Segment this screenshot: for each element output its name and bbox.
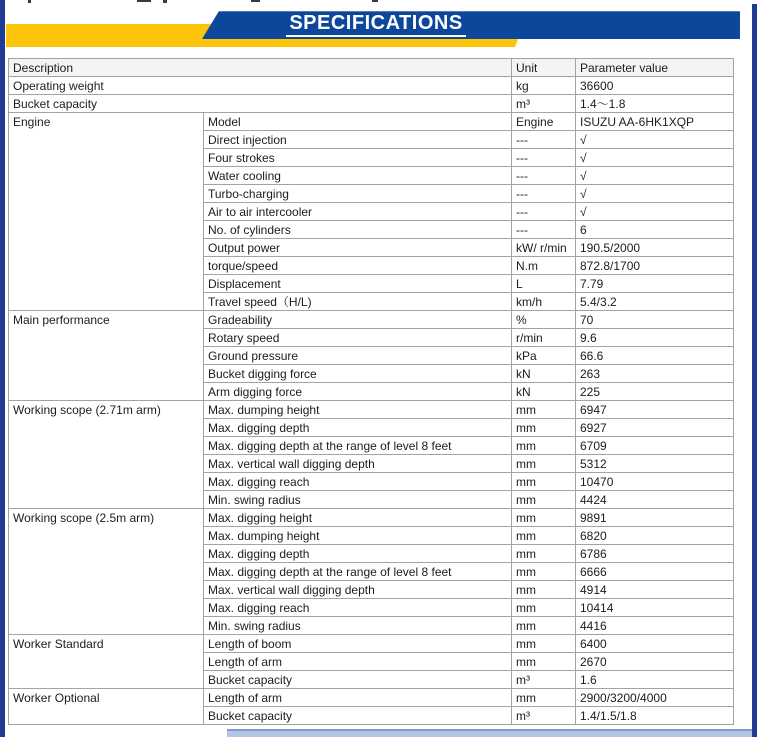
value-cell: 10414 <box>576 599 734 617</box>
unit-cell: --- <box>512 203 576 221</box>
unit-cell: kg <box>512 77 576 95</box>
unit-cell: m³ <box>512 95 576 113</box>
unit-cell: mm <box>512 437 576 455</box>
banner-title <box>0 13 752 33</box>
value-cell: 6820 <box>576 527 734 545</box>
label-cell: Max. digging depth at the range of level 8 feet <box>204 563 512 581</box>
label-cell: Rotary speed <box>204 329 512 347</box>
value-cell: 5.4/3.2 <box>576 293 734 311</box>
group-cell: Worker Optional <box>9 689 204 725</box>
header-description: Description <box>9 59 512 77</box>
description-cell: Bucket capacity <box>9 95 512 113</box>
label-cell: Min. swing radius <box>204 491 512 509</box>
unit-cell: % <box>512 311 576 329</box>
clipped-text-artifact <box>28 0 31 3</box>
label-cell: Max. digging depth at the range of level 8 feet <box>204 437 512 455</box>
label-cell: Max. vertical wall digging depth <box>204 581 512 599</box>
unit-cell: kPa <box>512 347 576 365</box>
clipped-text-artifact <box>163 0 167 3</box>
label-cell: Max. dumping height <box>204 527 512 545</box>
page-border-right <box>752 4 757 737</box>
value-cell: 872.8/1700 <box>576 257 734 275</box>
clipped-text-artifact <box>372 0 378 2</box>
table-row <box>9 311 734 329</box>
unit-cell: mm <box>512 509 576 527</box>
table-header-row <box>9 59 734 77</box>
value-cell: 6709 <box>576 437 734 455</box>
value-cell: 4914 <box>576 581 734 599</box>
unit-cell: N.m <box>512 257 576 275</box>
unit-cell: kW/ r/min <box>512 239 576 257</box>
spec-table-wrap <box>8 58 733 725</box>
unit-cell: L <box>512 275 576 293</box>
value-cell: √ <box>576 131 734 149</box>
value-cell: 5312 <box>576 455 734 473</box>
value-cell: 7.79 <box>576 275 734 293</box>
value-cell: 2670 <box>576 653 734 671</box>
unit-cell: mm <box>512 491 576 509</box>
label-cell: Bucket digging force <box>204 365 512 383</box>
value-cell: 9.6 <box>576 329 734 347</box>
value-cell: 66.6 <box>576 347 734 365</box>
label-cell: Length of arm <box>204 653 512 671</box>
label-cell: Turbo-charging <box>204 185 512 203</box>
unit-cell: mm <box>512 545 576 563</box>
group-cell: Working scope (2.5m arm) <box>9 509 204 635</box>
label-cell: Displacement <box>204 275 512 293</box>
unit-cell: m³ <box>512 671 576 689</box>
table-row <box>9 635 734 653</box>
value-cell: 6786 <box>576 545 734 563</box>
spec-table <box>8 58 734 725</box>
value-cell: 70 <box>576 311 734 329</box>
unit-cell: km/h <box>512 293 576 311</box>
value-cell: 6666 <box>576 563 734 581</box>
group-cell: Worker Standard <box>9 635 204 689</box>
table-row <box>9 77 734 95</box>
description-cell: Operating weight <box>9 77 512 95</box>
unit-cell: mm <box>512 455 576 473</box>
value-cell: 6927 <box>576 419 734 437</box>
value-cell: 36600 <box>576 77 734 95</box>
label-cell: Output power <box>204 239 512 257</box>
unit-cell: mm <box>512 635 576 653</box>
unit-cell: mm <box>512 473 576 491</box>
table-row <box>9 113 734 131</box>
unit-cell: mm <box>512 527 576 545</box>
value-cell: √ <box>576 185 734 203</box>
unit-cell: --- <box>512 167 576 185</box>
page-border-left <box>0 0 5 737</box>
label-cell: Max. digging reach <box>204 599 512 617</box>
value-cell: 1.6 <box>576 671 734 689</box>
value-cell: 6947 <box>576 401 734 419</box>
clipped-text-artifact <box>137 0 151 2</box>
unit-cell: --- <box>512 131 576 149</box>
value-cell: 10470 <box>576 473 734 491</box>
unit-cell: mm <box>512 563 576 581</box>
value-cell: 263 <box>576 365 734 383</box>
value-cell: 2900/3200/4000 <box>576 689 734 707</box>
banner-title-text: SPECIFICATIONS <box>286 12 465 37</box>
label-cell: Direct injection <box>204 131 512 149</box>
label-cell: Length of arm <box>204 689 512 707</box>
label-cell: Bucket capacity <box>204 671 512 689</box>
label-cell: Bucket capacity <box>204 707 512 725</box>
label-cell: Air to air intercooler <box>204 203 512 221</box>
unit-cell: mm <box>512 617 576 635</box>
value-cell: 6400 <box>576 635 734 653</box>
table-row <box>9 95 734 113</box>
label-cell: Water cooling <box>204 167 512 185</box>
value-cell: 1.4～1.8 <box>576 95 734 113</box>
label-cell: Max. vertical wall digging depth <box>204 455 512 473</box>
spec-table-header <box>9 59 734 77</box>
value-cell: 1.4/1.5/1.8 <box>576 707 734 725</box>
next-section-banner-edge <box>227 729 752 737</box>
value-cell: 6 <box>576 221 734 239</box>
value-cell: 4416 <box>576 617 734 635</box>
label-cell: torque/speed <box>204 257 512 275</box>
label-cell: Max. digging reach <box>204 473 512 491</box>
label-cell: Max. digging depth <box>204 545 512 563</box>
label-cell: Travel speed（H/L) <box>204 293 512 311</box>
unit-cell: mm <box>512 419 576 437</box>
value-cell: 225 <box>576 383 734 401</box>
label-cell: Gradeability <box>204 311 512 329</box>
unit-cell: --- <box>512 185 576 203</box>
unit-cell: --- <box>512 221 576 239</box>
value-cell: 190.5/2000 <box>576 239 734 257</box>
unit-cell: kN <box>512 365 576 383</box>
label-cell: Max. digging height <box>204 509 512 527</box>
value-cell: ISUZU AA-6HK1XQP <box>576 113 734 131</box>
unit-cell: mm <box>512 401 576 419</box>
unit-cell: mm <box>512 581 576 599</box>
unit-cell: --- <box>512 149 576 167</box>
unit-cell: m³ <box>512 707 576 725</box>
label-cell: No. of cylinders <box>204 221 512 239</box>
group-cell: Main performance <box>9 311 204 401</box>
label-cell: Max. dumping height <box>204 401 512 419</box>
unit-cell: Engine <box>512 113 576 131</box>
header-unit: Unit <box>512 59 576 77</box>
table-row <box>9 689 734 707</box>
label-cell: Four strokes <box>204 149 512 167</box>
label-cell: Model <box>204 113 512 131</box>
spec-table-body <box>9 77 734 725</box>
unit-cell: mm <box>512 599 576 617</box>
label-cell: Ground pressure <box>204 347 512 365</box>
label-cell: Min. swing radius <box>204 617 512 635</box>
value-cell: √ <box>576 203 734 221</box>
label-cell: Max. digging depth <box>204 419 512 437</box>
unit-cell: kN <box>512 383 576 401</box>
unit-cell: mm <box>512 653 576 671</box>
value-cell: √ <box>576 167 734 185</box>
table-row <box>9 509 734 527</box>
value-cell: √ <box>576 149 734 167</box>
group-cell: Engine <box>9 113 204 311</box>
header-parameter-value: Parameter value <box>576 59 734 77</box>
unit-cell: r/min <box>512 329 576 347</box>
table-row <box>9 401 734 419</box>
label-cell: Arm digging force <box>204 383 512 401</box>
value-cell: 9891 <box>576 509 734 527</box>
clipped-text-artifact <box>251 0 260 2</box>
unit-cell: mm <box>512 689 576 707</box>
value-cell: 4424 <box>576 491 734 509</box>
group-cell: Working scope (2.71m arm) <box>9 401 204 509</box>
label-cell: Length of boom <box>204 635 512 653</box>
